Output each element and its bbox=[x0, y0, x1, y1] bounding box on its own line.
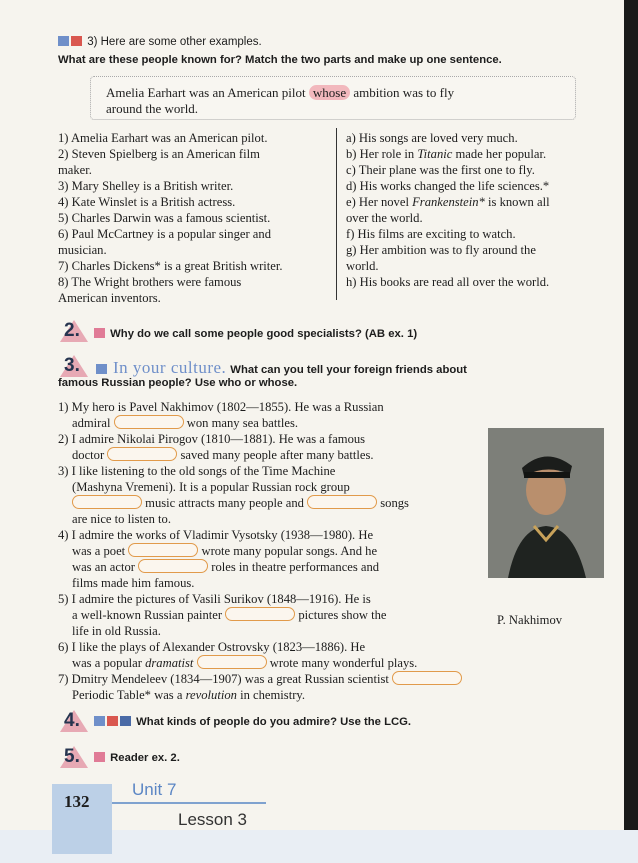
right-item: g) Her ambition was to fly around the bbox=[346, 243, 536, 257]
culture-text: roles in theatre performances and bbox=[211, 560, 380, 574]
culture-line: films made him famous. bbox=[72, 576, 195, 590]
culture-line: 5) I admire the pictures of Vasili Surikov (1848—1916). He is bbox=[58, 592, 371, 606]
ex4-number: 4. bbox=[64, 710, 80, 731]
right-item: world. bbox=[346, 259, 379, 273]
culture-text: Periodic Table* was a bbox=[72, 688, 183, 702]
left-item: 6) Paul McCartney is a popular singer and bbox=[58, 227, 271, 241]
left-item: 8) The Wright brothers were famous bbox=[58, 275, 242, 289]
culture-text: music attracts many people and bbox=[145, 496, 304, 510]
column-divider bbox=[336, 128, 337, 300]
example-highlight-whose: whose bbox=[309, 85, 350, 100]
right-item: a) His songs are loved very much. bbox=[346, 131, 518, 145]
example-part1: Amelia Earhart was an American pilot bbox=[106, 85, 306, 100]
read-icon bbox=[107, 716, 118, 726]
culture-text: doctor bbox=[72, 448, 105, 462]
right-item-text: b) Her role in bbox=[346, 147, 415, 161]
listen-icon bbox=[94, 716, 105, 726]
left-item: American inventors. bbox=[58, 291, 161, 305]
culture-line: 2) I admire Nikolai Pirogov (1810—1881). He was a famous bbox=[58, 432, 366, 446]
culture-text: was an actor bbox=[72, 560, 135, 574]
culture-text: in chemistry. bbox=[240, 688, 306, 702]
answer-blank[interactable] bbox=[225, 607, 295, 621]
culture-line: (Mashyna Vremeni). It is a popular Russian rock group bbox=[72, 480, 350, 494]
culture-text: saved many people after many battles. bbox=[180, 448, 374, 462]
ex3-intro-line bbox=[58, 36, 262, 48]
page-edge-shadow bbox=[624, 0, 638, 863]
ex3-number: 3. bbox=[64, 355, 80, 376]
example-line-2: around the world. bbox=[106, 101, 199, 116]
ex3-title: In your culture. bbox=[113, 358, 227, 377]
answer-blank[interactable] bbox=[107, 447, 177, 461]
unit-label: Unit 7 bbox=[132, 780, 177, 799]
answer-blank[interactable] bbox=[114, 415, 184, 429]
culture-line bbox=[72, 415, 298, 431]
left-item: 4) Kate Winslet is a British actress. bbox=[58, 195, 236, 209]
activity-book-icon bbox=[94, 328, 105, 338]
ex3-text-2: famous Russian people? Use who or whose. bbox=[58, 377, 298, 389]
culture-text: won many sea battles. bbox=[186, 416, 298, 430]
ex5-line bbox=[94, 752, 180, 764]
ex2-text: Why do we call some people good specialists? (AB ex. 1) bbox=[110, 328, 418, 340]
right-item-text: is known all bbox=[488, 195, 550, 209]
ex4-line bbox=[94, 716, 411, 728]
example-part2: ambition was to fly bbox=[353, 85, 455, 100]
right-item: c) Their plane was the first one to fly. bbox=[346, 163, 535, 177]
right-item-text: e) Her novel bbox=[346, 195, 409, 209]
culture-line bbox=[72, 495, 409, 511]
culture-line: are nice to listen to. bbox=[72, 512, 171, 526]
ex4-text: What kinds of people do you admire? Use the LCG. bbox=[136, 716, 412, 728]
ex5-text: Reader ex. 2. bbox=[110, 752, 180, 764]
right-item bbox=[346, 194, 550, 210]
culture-italic: dramatist bbox=[145, 656, 194, 670]
culture-line: 1) My hero is Pavel Nakhimov (1802—1855). He was a Russian bbox=[58, 400, 384, 414]
right-item bbox=[346, 146, 546, 162]
culture-line: life in old Russia. bbox=[72, 624, 161, 638]
read-icon bbox=[71, 36, 82, 46]
culture-text: admiral bbox=[72, 416, 111, 430]
left-item: 7) Charles Dickens* is a great British writer. bbox=[58, 259, 283, 273]
culture-line bbox=[72, 687, 305, 703]
portrait-image bbox=[488, 428, 604, 578]
culture-text: wrote many popular songs. And he bbox=[201, 544, 378, 558]
reader-icon bbox=[94, 752, 105, 762]
example-line-1 bbox=[106, 85, 454, 101]
culture-text: was a poet bbox=[72, 544, 126, 558]
ex3-intro-label: 3) Here are some other examples. bbox=[87, 36, 262, 48]
culture-text: a well-known Russian painter bbox=[72, 608, 223, 622]
left-item: 1) Amelia Earhart was an American pilot. bbox=[58, 131, 268, 145]
ex3-task: What are these people known for? Match the two parts and make up one sentence. bbox=[58, 54, 502, 66]
ex5-number: 5. bbox=[64, 746, 80, 767]
answer-blank[interactable] bbox=[72, 495, 142, 509]
left-item: 2) Steven Spielberg is an American film bbox=[58, 147, 260, 161]
answer-blank[interactable] bbox=[138, 559, 208, 573]
grammar-book-icon bbox=[120, 716, 131, 726]
culture-line bbox=[72, 607, 387, 623]
right-item-italic: Titanic bbox=[417, 147, 453, 161]
right-item-text: made her popular. bbox=[455, 147, 547, 161]
culture-line bbox=[58, 671, 462, 687]
culture-line bbox=[72, 559, 379, 575]
culture-text: 7) Dmitry Mendeleev (1834—1907) was a great Russian scientist bbox=[58, 672, 389, 686]
answer-blank[interactable] bbox=[128, 543, 198, 557]
culture-italic: revolution bbox=[185, 688, 237, 702]
portrait-caption: P. Nakhimov bbox=[497, 613, 563, 627]
left-item: maker. bbox=[58, 163, 92, 177]
left-item: 3) Mary Shelley is a British writer. bbox=[58, 179, 234, 193]
right-item: over the world. bbox=[346, 211, 423, 225]
ex3-text-1: What can you tell your foreign friends about bbox=[230, 364, 467, 376]
culture-text: was a popular bbox=[72, 656, 142, 670]
culture-line bbox=[72, 543, 377, 559]
culture-line: 4) I admire the works of Vladimir Vysotsky (1938—1980). He bbox=[58, 528, 374, 542]
culture-text: wrote many wonderful plays. bbox=[269, 656, 418, 670]
left-item: musician. bbox=[58, 243, 107, 257]
right-item: f) His films are exciting to watch. bbox=[346, 227, 516, 241]
right-item-italic: Frankenstein* bbox=[412, 195, 485, 209]
ex2-line bbox=[94, 328, 417, 340]
right-item: h) His books are read all over the world. bbox=[346, 275, 550, 289]
culture-text: pictures show the bbox=[298, 608, 387, 622]
portrait-illustration bbox=[488, 428, 604, 578]
culture-text: songs bbox=[380, 496, 409, 510]
culture-line: 6) I like the plays of Alexander Ostrovsky (1823—1886). He bbox=[58, 640, 366, 654]
culture-line: 3) I like listening to the old songs of the Time Machine bbox=[58, 464, 336, 478]
answer-blank[interactable] bbox=[197, 655, 267, 669]
lesson-label: Lesson 3 bbox=[178, 810, 247, 829]
listen-icon bbox=[58, 36, 69, 46]
page-number: 132 bbox=[64, 792, 90, 811]
ex2-number: 2. bbox=[64, 320, 80, 341]
unit-underline bbox=[112, 802, 266, 804]
culture-line bbox=[72, 447, 374, 463]
culture-line bbox=[72, 655, 417, 671]
right-item: d) His works changed the life sciences.* bbox=[346, 179, 550, 193]
listen-icon bbox=[96, 364, 107, 374]
answer-blank[interactable] bbox=[307, 495, 377, 509]
ex3-title-line bbox=[96, 358, 467, 378]
left-item: 5) Charles Darwin was a famous scientist. bbox=[58, 211, 271, 225]
answer-blank[interactable] bbox=[392, 671, 462, 685]
